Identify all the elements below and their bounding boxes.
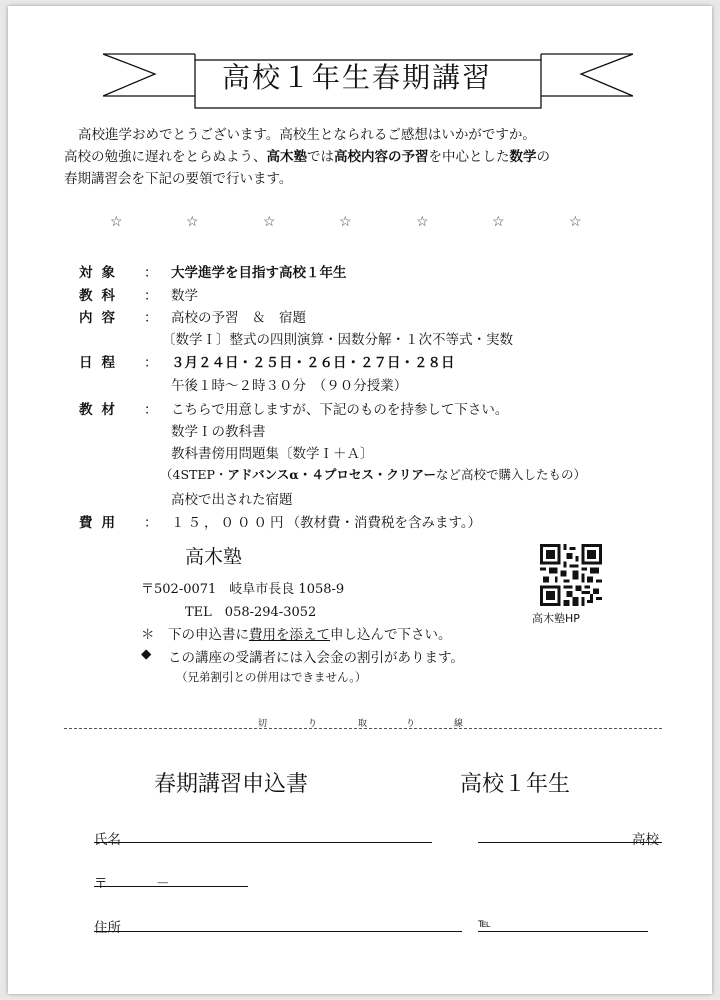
colon: ：: [144, 355, 158, 371]
intro-text: の: [536, 149, 550, 165]
qr-label: 高木塾HP: [532, 612, 580, 625]
date-label: 日程: [79, 355, 124, 371]
fee-amount: １５，０００円: [171, 515, 287, 531]
cut-char: 線: [454, 719, 464, 729]
intro-line-2: [64, 146, 550, 168]
note-3: （兄弟割引との併用はできません。）: [176, 670, 367, 684]
material-value-3: 教科書傍用問題集〔数学Ｉ＋Ａ〕: [171, 446, 374, 462]
intro-subject: 数学: [509, 149, 537, 165]
material-label: 教材: [79, 402, 124, 418]
subject-label: 教科: [79, 288, 124, 304]
date-value-2: 午後１時～２時３０分 （９０分授業）: [171, 378, 408, 394]
note-asterisk-icon: ＊: [141, 627, 155, 643]
note-1: [168, 623, 452, 643]
star-icon: ☆: [339, 214, 352, 230]
cut-char: り: [406, 719, 416, 729]
page-title: 高校１年生春期講習: [221, 61, 492, 94]
postal-input-line[interactable]: [94, 886, 248, 887]
star-icon: ☆: [186, 214, 199, 230]
fee-value: [171, 511, 481, 531]
material-value-2: 数学Ｉの教科書: [171, 424, 266, 440]
note-text: 下の申込書に: [168, 627, 249, 643]
cut-char: り: [308, 719, 318, 729]
target-label: 対象: [79, 265, 124, 281]
material-text: （4STEP・: [160, 467, 228, 482]
cut-char: 取: [358, 719, 368, 729]
star-icon: ☆: [110, 214, 123, 230]
note-underlined: 費用を添えて: [249, 627, 330, 643]
fee-note: （教材費・消費税を含みます。）: [286, 515, 482, 531]
colon: ：: [144, 402, 158, 418]
colon: ：: [144, 288, 158, 304]
tel-input-line[interactable]: [478, 931, 648, 932]
star-icon: ☆: [492, 214, 505, 230]
school-address: 〒502-0071 岐阜市長良 1058-9: [141, 582, 345, 597]
intro-text: 高校の勉強に遅れをとらぬよう、: [64, 149, 267, 165]
target-value: 大学進学を目指す高校１年生: [171, 265, 347, 281]
flyer-page: [8, 6, 712, 994]
intro-school-name: 高木塾: [266, 149, 307, 165]
colon: ：: [144, 515, 158, 531]
school-suffix: 高校: [632, 832, 659, 848]
date-value-1: ３月２４日・２５日・２６日・２７日・２８日: [171, 355, 455, 371]
cut-char: 切: [258, 719, 268, 729]
star-icon: ☆: [416, 214, 429, 230]
star-icon: ☆: [569, 214, 582, 230]
note-text: 申し込んで下さい。: [330, 627, 452, 643]
material-value-5: 高校で出された宿題: [171, 492, 293, 508]
material-value-1: こちらで用意しますが、下記のものを持参して下さい。: [171, 402, 509, 418]
note-diamond-icon: ◆: [141, 646, 152, 662]
form-grade: 高校１年生: [460, 772, 571, 797]
material-value-4: [160, 465, 586, 483]
cut-line: [64, 728, 662, 729]
intro-line-1: 高校進学おめでとうございます。高校生となられるご感想はいかがですか。: [78, 127, 536, 143]
address-label: 住所: [94, 920, 121, 936]
postal-mark: 〒: [94, 876, 108, 892]
star-icon: ☆: [263, 214, 276, 230]
name-input-line[interactable]: [94, 842, 432, 843]
postal-dash: －: [156, 876, 170, 892]
note-2: この講座の受講者には入会金の割引があります。: [168, 650, 464, 666]
form-title: 春期講習申込書: [154, 772, 309, 797]
colon: ：: [144, 265, 158, 281]
fee-label: 費用: [79, 515, 124, 531]
colon: ：: [144, 310, 158, 326]
tel-label: ℡: [478, 916, 491, 930]
material-text: など高校で購入したもの）: [436, 467, 587, 482]
intro-emphasis: 高校内容の予習: [334, 149, 429, 165]
content-label: 内容: [79, 310, 124, 326]
intro-text: を中心とした: [428, 149, 510, 165]
subject-value: 数学: [171, 288, 198, 304]
school-tel: TEL 058-294-3052: [185, 605, 317, 620]
address-input-line[interactable]: [94, 931, 462, 932]
content-value-1: 高校の予習 ＆ 宿題: [171, 310, 306, 326]
intro-text: では: [307, 149, 334, 165]
intro-line-3: 春期講習会を下記の要領で行います。: [64, 171, 293, 187]
name-label: 氏名: [94, 832, 121, 848]
qr-code-icon: [540, 544, 602, 606]
content-value-2: 〔数学Ｉ〕整式の四則演算・因数分解・１次不等式・実数: [162, 332, 513, 348]
material-emphasis: アドバンスα・４プロセス・クリアー: [227, 467, 437, 482]
school-name: 高木塾: [185, 546, 243, 568]
